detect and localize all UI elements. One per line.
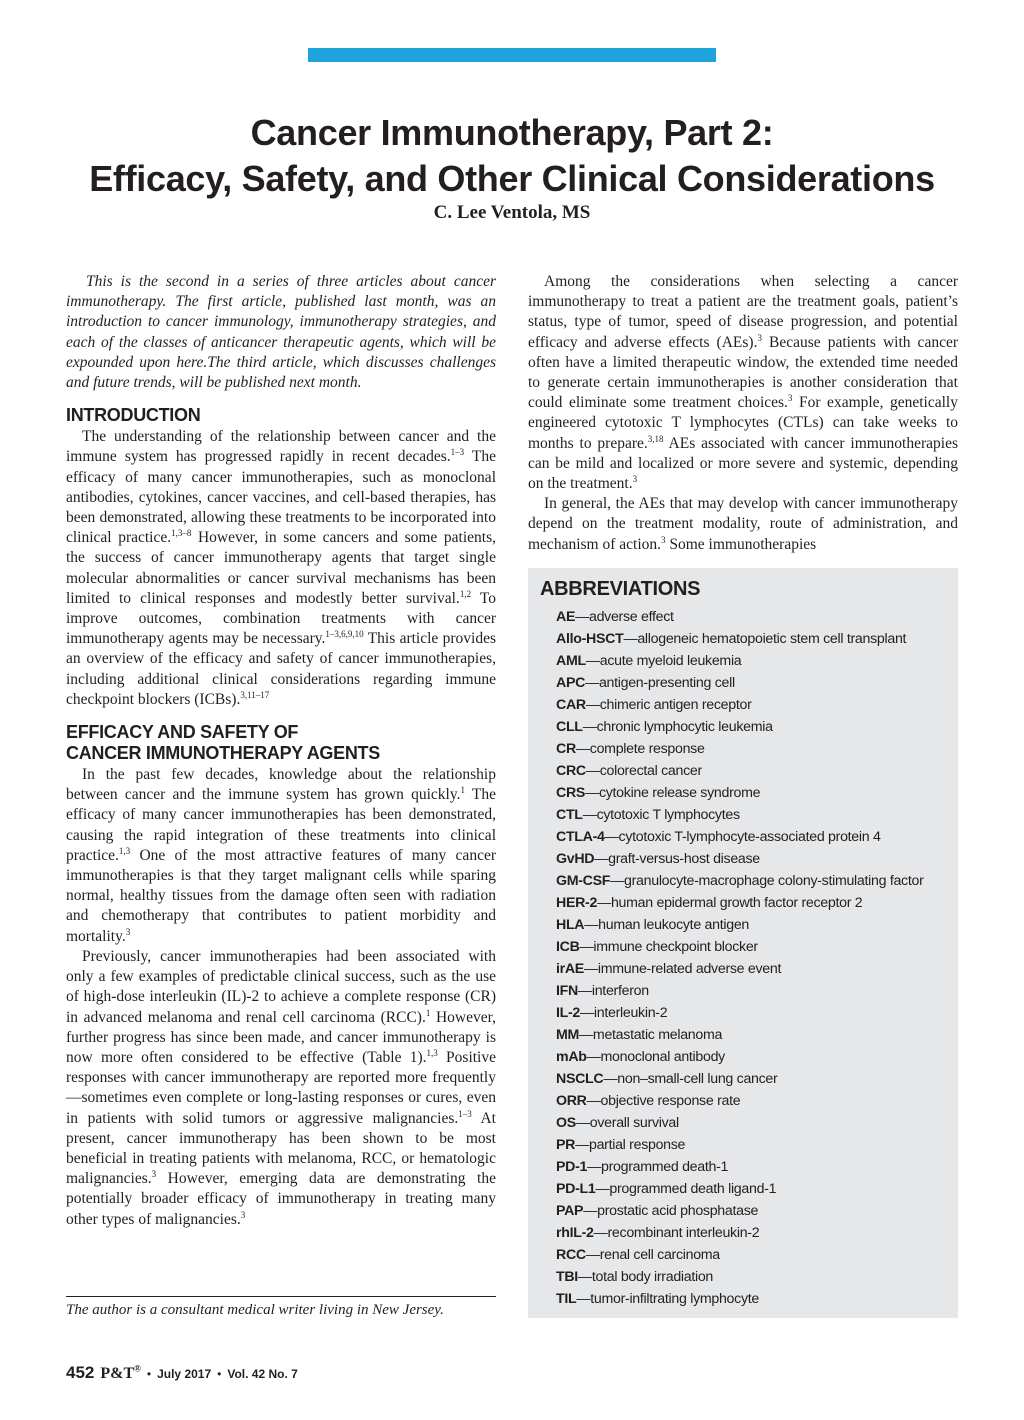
abbreviation-term: IL-2: [556, 1005, 581, 1021]
abbreviation-item: [556, 716, 956, 738]
abbreviation-term: CR: [556, 741, 576, 757]
abbreviation-item: [556, 936, 956, 958]
abbreviation-term: APC: [556, 675, 586, 691]
abbreviation-term: AE: [556, 609, 576, 625]
abbreviation-term: PD-L1: [556, 1181, 596, 1197]
abbreviation-definition: —objective response rate: [586, 1093, 741, 1109]
footnote-divider: [66, 1296, 496, 1297]
abbreviation-item: [556, 760, 956, 782]
series-intro: [66, 272, 496, 393]
abbreviation-item: [556, 1200, 956, 1222]
abbreviation-definition: —prostatic acid phosphatase: [583, 1203, 759, 1219]
abbreviation-term: PD-1: [556, 1159, 588, 1175]
abbreviation-term: CRC: [556, 763, 586, 779]
abbreviation-term: TIL: [556, 1291, 577, 1307]
abbreviation-term: HLA: [556, 917, 585, 933]
title-line-1: Cancer Immunotherapy, Part 2:: [250, 112, 774, 153]
abbreviation-definition: —acute myeloid leukemia: [585, 653, 742, 669]
abbreviation-definition: —renal cell carcinoma: [585, 1247, 720, 1263]
abbreviation-item: [556, 870, 956, 892]
abbreviations-box: [528, 568, 958, 1318]
abbreviation-term: CLL: [556, 719, 583, 735]
abbreviation-term: Allo-HSCT: [556, 631, 624, 647]
abbreviation-item: [556, 980, 956, 1002]
abbreviation-item: [556, 1156, 956, 1178]
author-footnote: The author is a consultant medical writer living in New Jersey.: [66, 1302, 444, 1318]
article-title: [0, 110, 1024, 202]
abbreviation-definition: —recombinant interleukin-2: [593, 1225, 760, 1241]
abbreviation-definition: —non–small-cell lung cancer: [603, 1071, 778, 1087]
journal-name: P&T®: [100, 1363, 141, 1382]
abbreviation-definition: —granulocyte-macrophage colony-stimulating factor: [610, 873, 924, 889]
abbreviation-definition: —overall survival: [575, 1115, 679, 1131]
efficacy-paragraph-1: In the past few decades, knowledge about the relationship between cancer and the immune system has grown quickly.$^1$ The efficacy of many cancer immunotherapies has been demonstrated, causing the rapid integration of these treatments into clinical practice.$^{1,3}$ One of the most attractive features of many cancer immunotherapies is that they target malignant cells while sparing normal, healthy tissues from the damage often seen with radiation and chemotherapy that contributes to patient morbidity and mortality.$^3$: [66, 766, 496, 945]
abbreviation-definition: —allogeneic hematopoietic stem cell transplant: [623, 631, 907, 647]
abbreviation-term: CTL: [556, 807, 583, 823]
abbreviation-definition: —colorectal cancer: [585, 763, 702, 779]
abbreviation-item: [556, 672, 956, 694]
abbreviation-item: [556, 1046, 956, 1068]
abbreviation-item: [556, 694, 956, 716]
abbreviation-item: [556, 1222, 956, 1244]
abbreviation-definition: —cytotoxic T-lymphocyte-associated protein 4: [604, 829, 881, 845]
abbreviation-definition: —metastatic melanoma: [579, 1027, 723, 1043]
abbreviation-term: GvHD: [556, 851, 595, 867]
abbreviation-item: [556, 826, 956, 848]
abbreviation-term: MM: [556, 1027, 580, 1043]
abbreviation-definition: —immune checkpoint blocker: [579, 939, 758, 955]
abbreviation-term: rhIL-2: [556, 1225, 594, 1241]
abbreviation-item: [556, 1024, 956, 1046]
abbreviation-term: irAE: [556, 961, 584, 977]
abbreviation-item: [556, 1134, 956, 1156]
abbreviation-item: [556, 1288, 956, 1310]
right-column: [528, 272, 958, 555]
abbreviation-term: mAb: [556, 1049, 587, 1065]
title-line-2: Efficacy, Safety, and Other Clinical Considerations: [89, 158, 935, 199]
abbreviation-definition: —interleukin-2: [580, 1005, 668, 1021]
page-footer: [66, 1363, 298, 1383]
abbreviation-term: NSCLC: [556, 1071, 604, 1087]
abbreviation-item: [556, 1244, 956, 1266]
issue-date: July 2017: [157, 1367, 212, 1381]
abbreviation-definition: —human epidermal growth factor receptor 2: [597, 895, 863, 911]
abbreviation-item: [556, 892, 956, 914]
abbreviation-item: [556, 804, 956, 826]
abbreviation-item: [556, 848, 956, 870]
abbreviation-definition: —tumor-infiltrating lymphocyte: [576, 1291, 759, 1307]
abbreviation-definition: —partial response: [575, 1137, 686, 1153]
introduction-paragraph: The understanding of the relationship between cancer and the immune system has progressed rapidly in recent decades.$^{1-3}$ The efficacy of many cancer immunotherapies, such as monoclonal antibodies, cytokines, cancer vaccines, and cell-based therapies, has been demonstrated, allowing these treatments to be incorporated into clinical practice.$^{1,3-8}$ However, in some cancers and some patients, the success of cancer immunotherapy agents that target single molecular abnormalities or cancer survival mechanisms has been limited to clinical responses and modestly better survival.$^{1,2}$ To improve outcomes, combination treatments with cancer immunotherapy agents may be necessary.$^{1-3,6,9,10}$ This article provides an overview of the efficacy and safety of cancer immunotherapies, including additional clinical considerations regarding immune checkpoint blockers (ICBs).$^{3,11-17}$: [66, 428, 497, 708]
introduction-heading: INTRODUCTION: [66, 405, 201, 426]
abbreviation-item: [556, 628, 956, 650]
footer-bullet: •: [146, 1367, 152, 1381]
abbreviation-definition: —immune-related adverse event: [583, 961, 782, 977]
abbreviation-term: AML: [556, 653, 586, 669]
abbreviation-item: [556, 650, 956, 672]
abbreviation-term: PAP: [556, 1203, 584, 1219]
footer-bullet: •: [217, 1367, 222, 1381]
efficacy-paragraph-2: Previously, cancer immunotherapies had been associated with only a few examples of predictable clinical success, such as the use of high-dose interleukin (IL)-2 to achieve a complete response (CR) in advanced melanoma and renal cell carcinoma (RCC).$^1$ However, further progress has since been made, and cancer immunotherapy is now more often considered to be effective (Table 1).$^{1,3}$ Positive responses with cancer immunotherapy are reported more frequently—sometimes even complete or long-lasting responses or cures, even in patients with solid tumors or aggressive malignancies.$^{1-3}$ At present, cancer immunotherapy has been shown to be most beneficial in treating patients with melanoma, RCC, or hematologic malignancies.$^3$ However, emerging data are demonstrating the potentially broader efficacy of immunotherapy in treating many other types of malignancies.$^3$: [66, 947, 497, 1228]
abbreviation-item: [556, 1002, 956, 1024]
abbreviation-definition: —graft-versus-host disease: [594, 851, 760, 867]
abbreviation-term: RCC: [556, 1247, 586, 1263]
abbreviation-item: [556, 1178, 956, 1200]
header-accent-bar: [308, 48, 716, 62]
abbreviation-definition: —total body irradiation: [577, 1269, 714, 1285]
left-column: [66, 272, 496, 1230]
abbreviation-item: [556, 914, 956, 936]
right-paragraph-1: Among the considerations when selecting a cancer immunotherapy to treat a patient are the treatment goals, patient’s status, type of tumor, speed of disease progression, and potential efficacy and adverse effects (AEs).$^3$ Because patients with cancer often have a limited therapeutic window, the extended time needed to generate certain immunotherapies is another consideration that could eliminate some treatment choices.$^3$ For example, genetically engineered cytotoxic T lymphocytes (CTLs) can take weeks to months to prepare.$^{3,18}$ AEs associated with cancer immunotherapies can be mild and localized or more severe and systemic, depending on the treatment.$^3$: [528, 273, 958, 493]
abbreviation-definition: —human leukocyte antigen: [584, 917, 749, 933]
abbreviation-term: TBI: [556, 1269, 578, 1285]
series-intro-text: This is the second in a series of three articles about cancer immunotherapy. The first article, published last month, was an introduction to cancer immunology, immunotherapy strategies, and each of the classes of anticancer therapeutic agents, which will be expounded upon here.The third article, which discusses challenges and future trends, will be published next month.: [66, 273, 496, 392]
abbreviation-definition: —adverse effect: [575, 609, 674, 625]
abbreviation-item: [556, 1068, 956, 1090]
abbreviation-definition: —programmed death-1: [587, 1159, 729, 1175]
abbreviation-term: CTLA-4: [556, 829, 605, 845]
abbreviation-term: HER-2: [556, 895, 598, 911]
abbreviation-term: GM-CSF: [556, 873, 611, 889]
abbreviation-term: PR: [556, 1137, 576, 1153]
abbreviation-term: OS: [556, 1115, 576, 1131]
efficacy-heading: EFFICACY AND SAFETY OF CANCER IMMUNOTHERAPY AGENTS: [66, 722, 380, 764]
abbreviation-definition: —cytokine release syndrome: [585, 785, 761, 801]
abbreviation-item: [556, 1090, 956, 1112]
abbreviations-title: ABBREVIATIONS: [540, 578, 701, 600]
right-paragraph-2: In general, the AEs that may develop with cancer immunotherapy depend on the treatment modality, route of administration, and mechanism of action.$^3$ Some immunotherapies: [528, 495, 958, 553]
abbreviation-definition: —antigen-presenting cell: [585, 675, 735, 691]
abbreviation-definition: —interferon: [577, 983, 649, 999]
abbreviation-item: [556, 738, 956, 760]
author-byline: C. Lee Ventola, MS: [433, 202, 591, 223]
abbreviation-term: IFN: [556, 983, 578, 999]
abbreviation-definition: —cytotoxic T lymphocytes: [582, 807, 740, 823]
abbreviation-item: [556, 606, 956, 628]
abbreviation-definition: —complete response: [575, 741, 705, 757]
abbreviations-list: [556, 606, 956, 1310]
abbreviation-item: [556, 782, 956, 804]
abbreviation-item: [556, 958, 956, 980]
abbreviation-definition: —programmed death ligand-1: [595, 1181, 777, 1197]
page-number: 452: [66, 1363, 95, 1382]
abbreviation-term: ICB: [556, 939, 580, 955]
abbreviation-item: [556, 1112, 956, 1134]
abbreviation-definition: —monoclonal antibody: [586, 1049, 725, 1065]
abbreviation-term: ORR: [556, 1093, 587, 1109]
abbreviation-definition: —chronic lymphocytic leukemia: [582, 719, 773, 735]
abbreviation-definition: —chimeric antigen receptor: [585, 697, 752, 713]
abbreviation-item: [556, 1266, 956, 1288]
issue-volume: Vol. 42 No. 7: [227, 1367, 298, 1381]
abbreviation-term: CRS: [556, 785, 586, 801]
abbreviation-term: CAR: [556, 697, 586, 713]
